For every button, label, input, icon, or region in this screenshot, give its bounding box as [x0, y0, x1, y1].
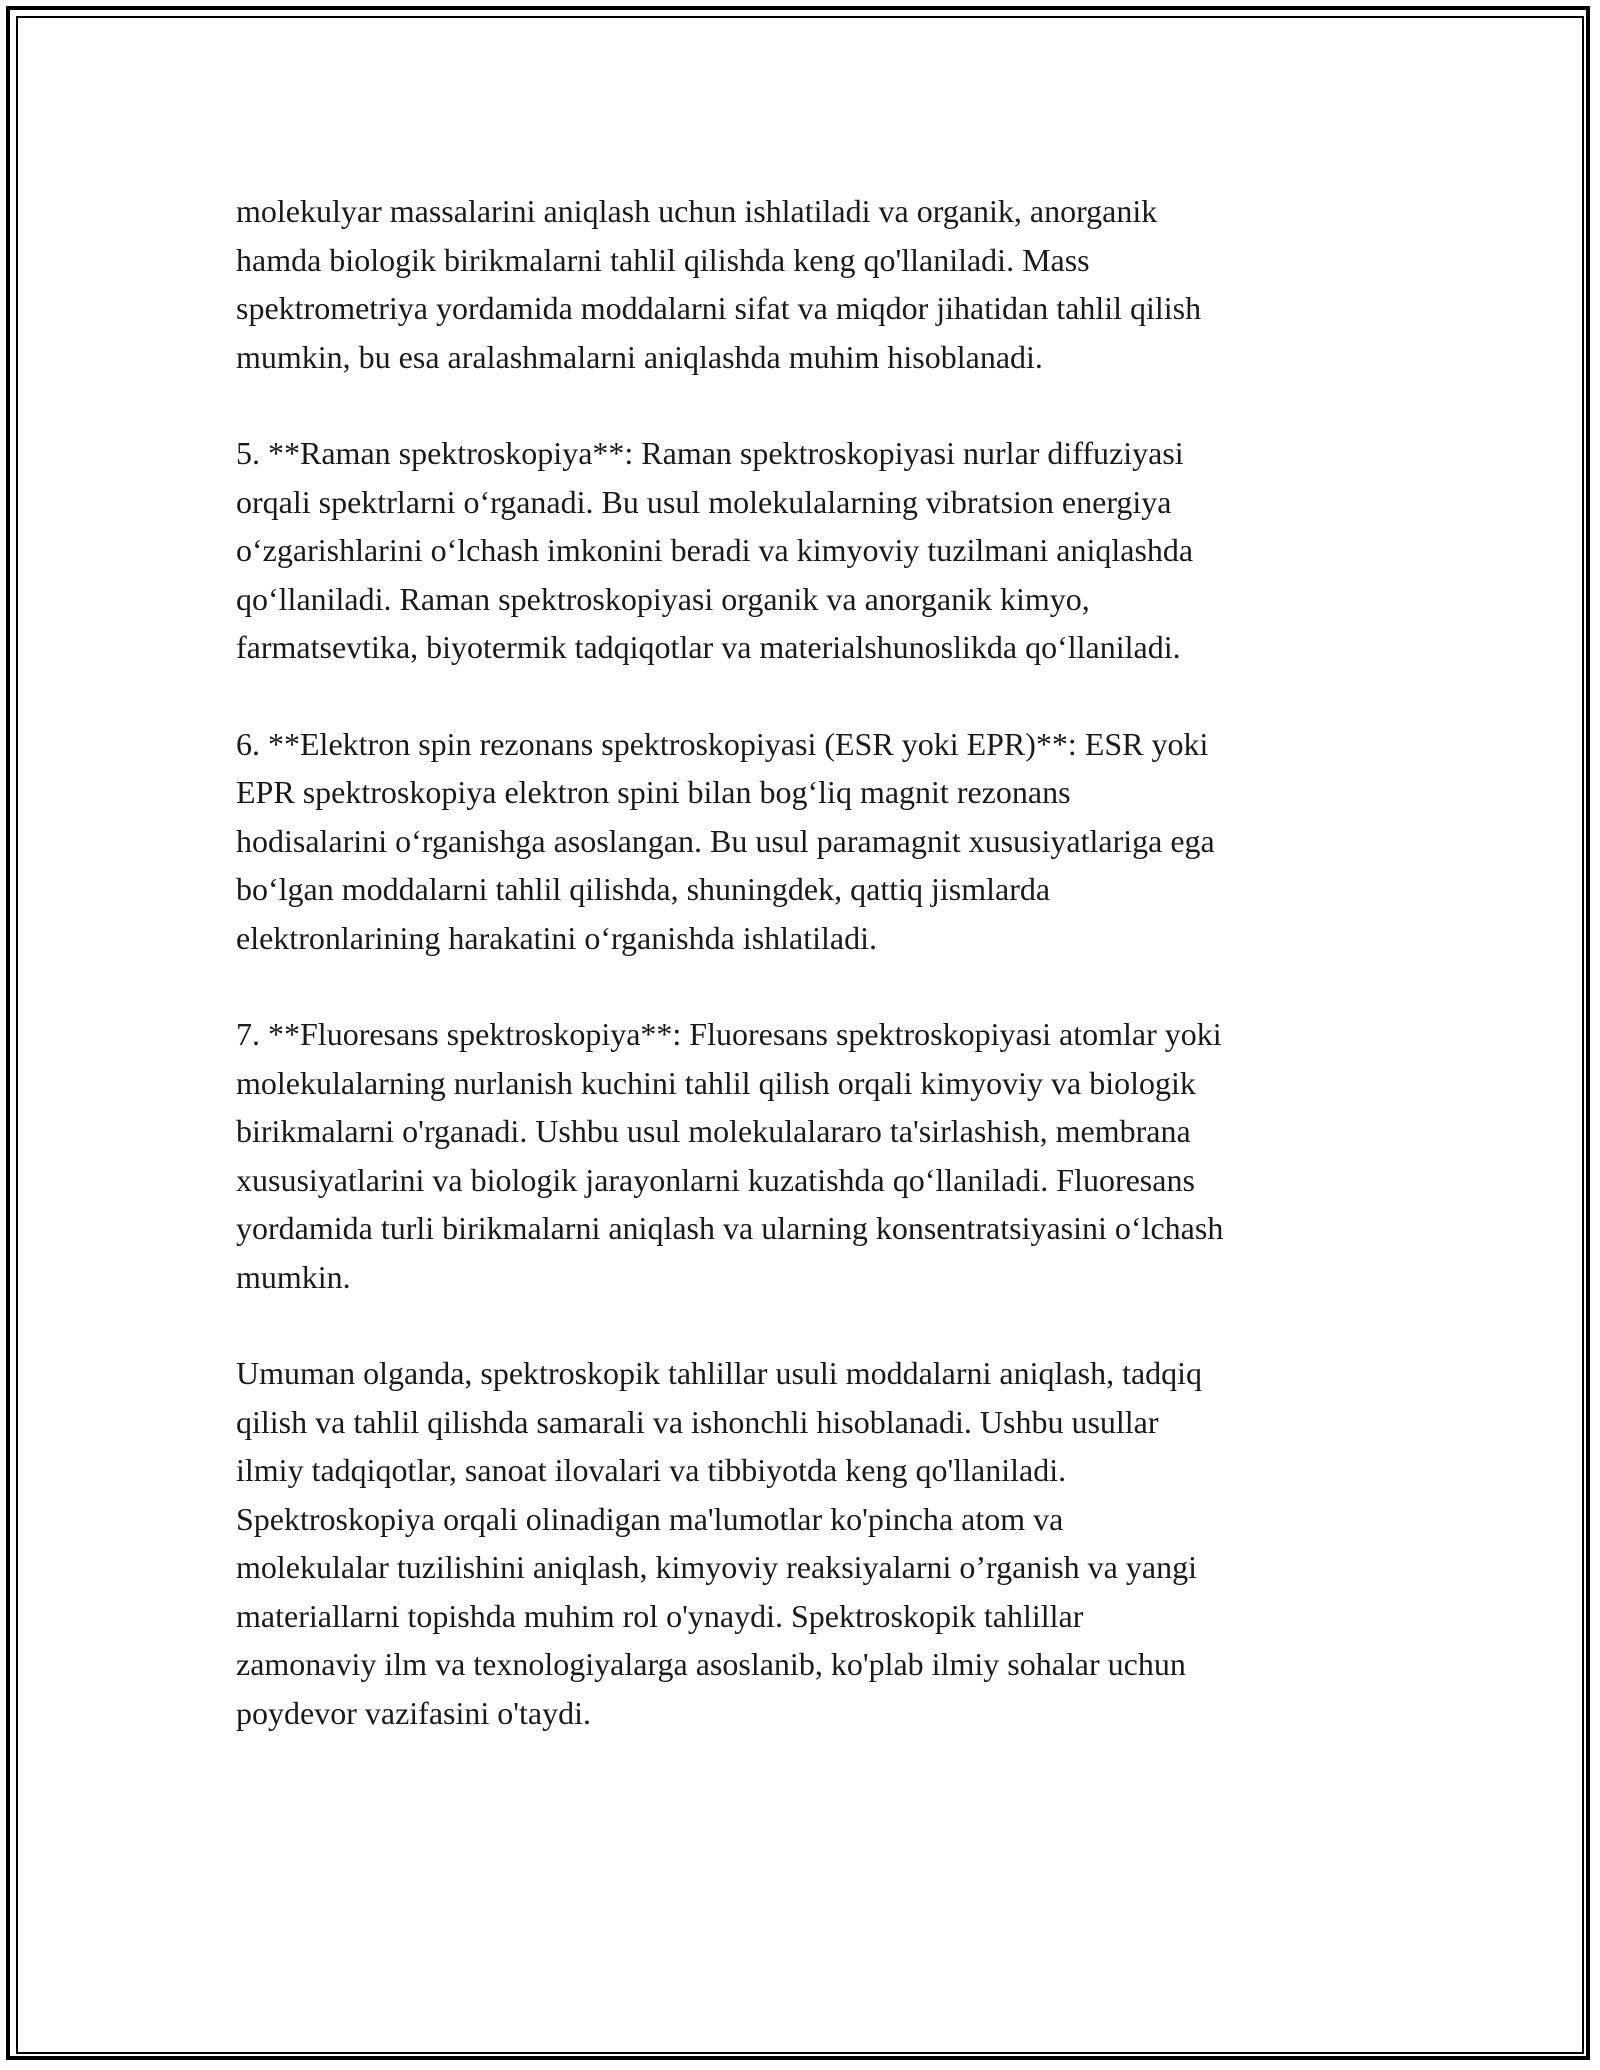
document-body: [236, 187, 1376, 1785]
paragraph-raman-spectroscopy: 5. **Raman spektroskopiya**: Raman spektroskopiyasi nurlar diffuziyasi orqali spektrlarni o‘rganadi. Bu usul molekulalarning vibratsion energiya o‘zgarishlarini o‘lchash imkonini beradi va kimyoviy tuzilmani aniqlashda qo‘llaniladi. Raman spektroskopiyasi organik va anorganik kimyo, farmatsevtika, biyotermik tadqiqotlar va materialshunoslikda qo‘llaniladi.: [236, 435, 1194, 665]
paragraph-fluorescence-spectroscopy: 7. **Fluoresans spektroskopiya**: Fluoresans spektroskopiyasi atomlar yoki molekulalarning nurlanish kuchini tahlil qilish orqali kimyoviy va biologik birikmalarni o'rganadi. Ushbu usul molekulalararo ta'sirlashish, membrana xususiyatlarini va biologik jarayonlarni kuzatishda qo‘llaniladi. Fluoresans yordamida turli birikmalarni aniqlash va ularning konsentratsiyasini o‘lchash mumkin.: [236, 1016, 1224, 1295]
paragraph-conclusion: Umuman olganda, spektroskopik tahlillar usuli moddalarni aniqlash, tadqiq qilish va tahlil qilishda samarali va ishonchli hisoblanadi. Ushbu usullar ilmiy tadqiqotlar, sanoat ilovalari va tibbiyotda keng qo'llaniladi. Spektroskopiya orqali olinadigan ma'lumotlar ko'pincha atom va molekulalar tuzilishini aniqlash, kimyoviy reaksiyalarni o’rganish va yangi materiallarni topishda muhim rol o'ynaydi. Spektroskopik tahlillar zamonaviy ilm va texnologiyalarga asoslanib, ko'plab ilmiy sohalar uchun poydevor vazifasini o'taydi.: [236, 1355, 1203, 1731]
paragraph-esr-epr-spectroscopy: 6. **Elektron spin rezonans spektroskopiyasi (ESR yoki EPR)**: ESR yoki EPR spektroskopiya elektron spini bilan bog‘liq magnit rezonans hodisalarini o‘rganishga asoslangan. Bu usul paramagnit xususiyatlariga ega bo‘lgan moddalarni tahlil qilishda, shuningdek, qattiq jismlarda elektronlarining harakatini o‘rganishda ishlatiladi.: [236, 725, 1215, 956]
paragraph-mass-spectrometry-continuation: molekulyar massalarini aniqlash uchun ishlatiladi va organik, anorganik hamda biologik birikmalarni tahlil qilishda keng qo'llaniladi. Mass spektrometriya yordamida moddalarni sifat va miqdor jihatidan tahlil qilish mumkin, bu esa aralashmalarni aniqlashda muhim hisoblanadi.: [236, 193, 1202, 375]
